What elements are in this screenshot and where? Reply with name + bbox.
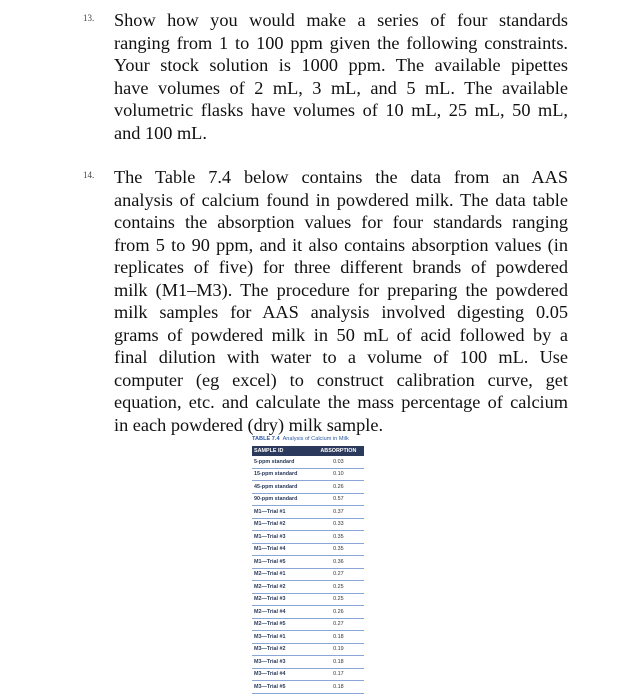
sample-id-cell: 45-ppm standard: [252, 481, 313, 494]
column-header-sample-id: SAMPLE ID: [252, 446, 313, 456]
sample-id-cell: M3—Trial #1: [252, 631, 313, 644]
table-row: [252, 456, 364, 468]
absorption-cell: 0.26: [313, 606, 364, 619]
sample-id-cell: M3—Trial #4: [252, 668, 313, 681]
question-13-number: 13.: [83, 13, 95, 23]
absorption-cell: 0.26: [313, 481, 364, 494]
sample-id-cell: M2—Trial #1: [252, 568, 313, 581]
table-caption: [252, 436, 364, 442]
table-row: [252, 543, 364, 556]
calcium-analysis-table: [252, 436, 364, 694]
absorption-cell: 0.03: [313, 456, 364, 468]
question-14-line: replicates of five) for three different brands of powdered: [114, 257, 568, 277]
absorption-cell: 0.17: [313, 668, 364, 681]
table-row: [252, 493, 364, 506]
question-13: [83, 9, 568, 144]
table-row: [252, 618, 364, 631]
sample-id-cell: M1—Trial #5: [252, 556, 313, 569]
table-row: [252, 656, 364, 669]
data-table: [252, 446, 364, 694]
absorption-cell: 0.25: [313, 593, 364, 606]
sample-id-cell: M3—Trial #2: [252, 643, 313, 656]
absorption-cell: 0.35: [313, 531, 364, 544]
absorption-cell: 0.18: [313, 656, 364, 669]
absorption-cell: 0.10: [313, 468, 364, 481]
question-14-number: 14.: [83, 170, 95, 180]
table-row: [252, 531, 364, 544]
absorption-cell: 0.37: [313, 506, 364, 519]
absorption-cell: 0.27: [313, 568, 364, 581]
absorption-cell: 0.27: [313, 618, 364, 631]
table-row: [252, 468, 364, 481]
question-13-line: volumetric flasks have volumes of 10 mL, 25 mL, 50 mL,: [114, 100, 568, 120]
absorption-cell: 0.19: [313, 643, 364, 656]
table-label: TABLE 7.4: [252, 436, 280, 442]
absorption-cell: 0.25: [313, 581, 364, 594]
question-13-line: Show how you would make a series of four standards: [114, 10, 568, 30]
table-row: [252, 568, 364, 581]
absorption-cell: 0.57: [313, 493, 364, 506]
absorption-cell: 0.35: [313, 543, 364, 556]
table-header-row: [252, 446, 364, 456]
question-14-line: analysis of calcium found in powdered milk. The data table: [114, 189, 568, 210]
sample-id-cell: M2—Trial #4: [252, 606, 313, 619]
sample-id-cell: M1—Trial #1: [252, 506, 313, 519]
question-14-line: The Table 7.4 below contains the data from an AAS: [114, 167, 568, 187]
sample-id-cell: M3—Trial #3: [252, 656, 313, 669]
sample-id-cell: 90-ppm standard: [252, 493, 313, 506]
table-row: [252, 581, 364, 594]
absorption-cell: 0.36: [313, 556, 364, 569]
table-row: [252, 631, 364, 644]
table-row: [252, 668, 364, 681]
question-14-line: final dilution with water to a volume of 100 mL. Use: [114, 347, 568, 367]
table-title: Analysis of Calcium in Milk: [282, 436, 349, 442]
question-14-line: computer (eg excel) to construct calibration curve, get: [114, 369, 568, 390]
sample-id-cell: 5-ppm standard: [252, 456, 313, 468]
table-row: [252, 681, 364, 694]
question-14-line: equation, etc. and calculate the mass percentage of calcium: [114, 392, 568, 412]
absorption-cell: 0.18: [313, 631, 364, 644]
question-14-line: from 5 to 90 ppm, and it also contains absorption values (in: [114, 234, 568, 255]
table-row: [252, 481, 364, 494]
sample-id-cell: M2—Trial #2: [252, 581, 313, 594]
question-14-line: contains the absorption values for four standards ranging: [114, 212, 568, 232]
question-14: [83, 166, 568, 436]
absorption-cell: 0.18: [313, 681, 364, 694]
table-row: [252, 518, 364, 531]
question-14-line: milk (M1–M3). The procedure for preparing the powdered: [114, 279, 568, 300]
sample-id-cell: M3—Trial #5: [252, 681, 313, 694]
table-row: [252, 606, 364, 619]
question-13-line: and 100 mL.: [114, 122, 207, 143]
table-row: [252, 556, 364, 569]
table-row: [252, 593, 364, 606]
sample-id-cell: M2—Trial #3: [252, 593, 313, 606]
sample-id-cell: M1—Trial #2: [252, 518, 313, 531]
table-row: [252, 643, 364, 656]
question-13-line: have volumes of 2 mL, 3 mL, and 5 mL. The available: [114, 77, 568, 98]
question-14-line: in each powdered (dry) milk sample.: [114, 414, 384, 435]
question-13-line: Your stock solution is 1000 ppm. The available pipettes: [114, 55, 568, 75]
sample-id-cell: M1—Trial #4: [252, 543, 313, 556]
column-header-absorption: ABSORPTION: [313, 446, 364, 456]
question-14-line: grams of powdered milk in 50 mL of acid followed by a: [114, 324, 568, 345]
question-13-line: ranging from 1 to 100 ppm given the following constraints.: [114, 32, 568, 53]
absorption-cell: 0.33: [313, 518, 364, 531]
question-14-line: milk samples for AAS analysis involved digesting 0.05: [114, 302, 568, 322]
table-row: [252, 506, 364, 519]
sample-id-cell: M1—Trial #3: [252, 531, 313, 544]
sample-id-cell: M2—Trial #5: [252, 618, 313, 631]
sample-id-cell: 15-ppm standard: [252, 468, 313, 481]
